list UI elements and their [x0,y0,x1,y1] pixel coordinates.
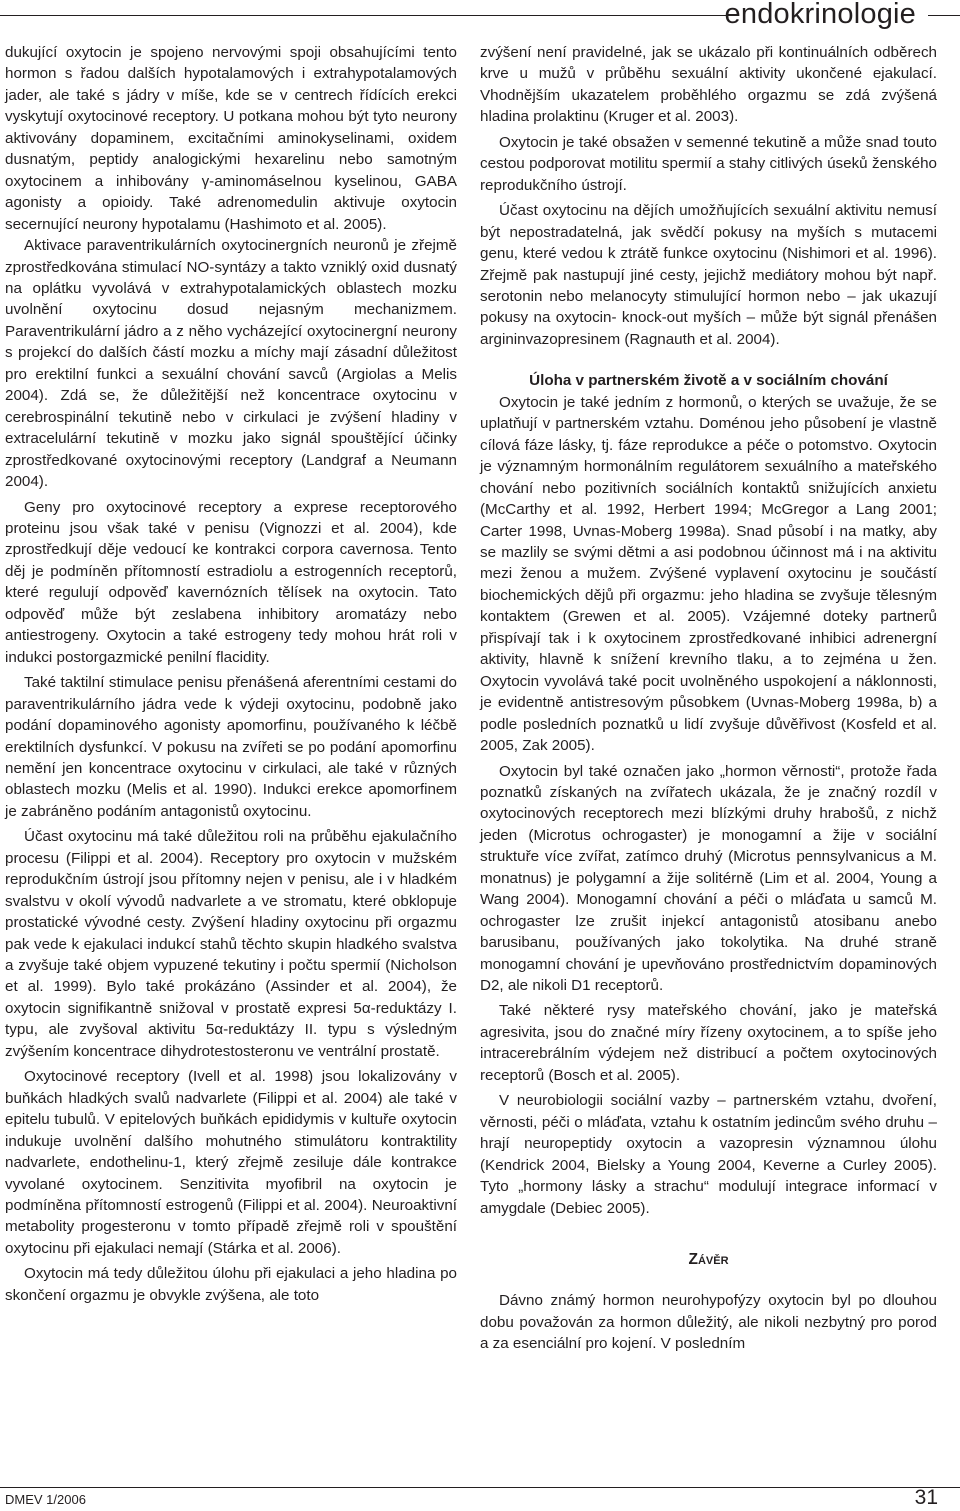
header-rule-right [928,15,960,16]
body-paragraph: zvýšení není pravidelné, jak se ukázalo při kontinuálních odběrech krve u mužů v průběhu sexuální aktivity ukončené ejakulací. Vhodnějším ukazatelem proběhlého orgazmu se zdá zvýšená hladina prolaktinu (Kruger et al. 2003). [480,44,937,126]
body-paragraph: Geny pro oxytocinové receptory a exprese receptorového proteinu jsou však také v penisu (Vignozzi et al. 2004), kde zprostředkují děje vedoucí ke kontrakci corpora cavernosa. Tento děj je podmíněn přítomností estradiolu a estrogenních receptorů, které regulují odpověď kavernózních tělísek na oxytocin. Tato odpověď může být zeslabena inhibitory aromatázy nebo antiestrogeny. Oxytocin a také estrogeny tedy mohou hrát roli v indukci postorgazmické penilní flacidity. [5,498,457,666]
body-paragraph: Oxytocin je také obsažen v semenné tekutině a může snad touto cestou podporovat motilitu spermií a stahy citlivých úseků ženského reprodukčního ústrojí. [480,133,937,194]
body-paragraph: Účast oxytocinu na dějích umožňujících sexuální aktivitu nemusí být nepostradatelná, jak svědčí pokusy na myších s mutacemi genu, které vedou k ztrátě funkce oxytocinu (Nishimori et al. 1996). Zřejmě pak nastupují jiné cesty, jejichž mediátory mohou být např. serotonin nebo melanocyty stimulující hormon nebo – jak ukazují pokusy na oxytocin- knock-out myších – může být signál přenášen argininvazopresinem (Ragnauth et al. 2004). [480,202,937,348]
body-paragraph: Oxytocin je také jedním z hormonů, o kterých se uvažuje, že se uplatňují v partnerském vztahu. Doménou jeho působení je vlastně cílová fáze lásky, tj. fáze reprodukce a péče o potomstvo. Oxytocin je významným hormonálním regulátorem sexuálního a mateřského chování nebo pozitivních sociálních kontaktů snižujících anxietu (McCarthy et al. 1992, Herbert 1994; McGregor a Lang 2001; Carter 1998, Uvnas-Moberg 1998a). Snad působí i na matky, aby se mazlily se svými dětmi a asi podobnou účinnost má i na aktivitu mezi ženou a mužem. Zvýšené vyplavení oxytocinu je součástí biochemických dějů při orgazmu: jeho hladina se zvyšuje tělesným kontaktem (Grewen et al. 2005). Vzájemné doteky partnerů přispívají tak i k oxytocinem zprostředkované inhibici adrenergní aktivity, hlavně k snížení krevního tlaku, a to zejména u žen. Oxytocin vyvolává také pocit uvolněného uspokojení a náklonnosti, je evidentně antistresovým působkem (Uvnas-Moberg 1998a, b) a podle posledních poznatků u lidí zvyšuje důvěřivost (Kosfeld et al. 2005, Zak 2005). [480,393,937,755]
body-paragraph: Oxytocin byl také označen jako „hormon věrnosti“, protože řada poznatků získaných na zvířatech ukázala, že je značný rozdíl v oxytocinových receptorech mezi blízkými druhy hrabošů, z nichž jeden (Microtus ochrogaster) je monogamní a žije v sociální struktuře více zvířat, zatímco druhý (Microtus pennsylvanicus a M. monatnus) je polygamní a žije solitérně (Lim et al. 2004, Young a Wang 2004). Monogamní chování a péči o mláďata u samců M. ochrogaster lze zrušit injekcí antagonistů atosibanu anebo barusibanu, používaných jako tokolytika. Na druhé straně monogamní chování je upevňováno prostřednictvím dopaminových D2, ale nikoli D1 receptorů. [480,762,937,995]
body-paragraph: Oxytocinové receptory (Ivell et al. 1998) jsou lokalizovány v buňkách hladkých svalů nadvarlete (Filippi et al. 2004) ale také v epitelu tubulů. V epitelových buňkách epididymis v kultuře oxytocin indukuje uvolnění dalšího mohutného stimulátoru kontraktility nadvarlete, endothelinu-1, který zřejmě zesiluje dále kontrakce vyvolané oxytocinem. Senzitivita myofibril na oxytocin je podmíněna přítomností estrogenů (Filippi et al. 2004). Neuroaktivní metabolity progesteronu v tomto případě zřejmě roli v spouštění oxytocinu při ejakulaci nemají (Stárka et al. 2006). [5,1068,457,1257]
header-rule [0,15,730,16]
section-heading: Úloha v partnerském životě a v sociálním chování [529,372,888,390]
journal-issue: DMEV 1/2006 [5,1492,86,1507]
body-paragraph: Účast oxytocinu má také důležitou roli na průběhu ejakulačního procesu (Filippi et al. 2004). Receptory pro oxytocin v mužském reprodukčním ústrojí jsou přítomny nejen v penisu, ale i v hladkém svalstvu v okolí vývodů nadvarlete a ve stromatu, které obklopuje prostatické vývodné cesty. Zvýšení hladiny oxytocinu při orgazmu pak vede k ejakulaci indukcí stahů těchto skupin hladkého svalstva a zvyšuje také objem vypuzené tekutiny i počtu spermií (Nicholson et al. 1999). Bylo také prokázáno (Assinder et al. 2004), že oxytocin signifikantně snižoval v prostatě expresi 5α-reduktázy I. typu, ale zvyšoval aktivitu 5α-reduktázy II. typu s výsledným zvýšením koncentrace dihydrotestosteronu ve ventrální prostatě. [5,828,457,1060]
body-paragraph: Také taktilní stimulace penisu přenášená aferentními cestami do paraventrikulárního jádra vede k výdeji oxytocinu, podobně jako podání dopaminového agonisty apomorfinu, používaného k léčbě erektilních dysfunkcí. V pokusu na zvířeti se po podání apomorfinu nemění jen koncentrace oxytocinu v cirkulaci, ale také v různých oblastech mozku (Melis et al. 1990). Indukci erekce apomorfinem je zabráněno podáním antagonistů oxytocinu. [5,674,457,820]
body-paragraph: Dávno známý hormon neurohypofýzy oxytocin byl po dlouhou dobu považován za hormon důležitý, ale nikoli nezbytný pro porod a za esenciální pro kojení. V posledním [480,1292,937,1353]
conclusion-heading: Závěr [688,1251,729,1269]
left-column [5,42,457,1306]
footer-rule [0,1487,960,1488]
body-paragraph: dukující oxytocin je spojeno nervovými spoji obsahujícími tento hormon s řadou dalších hypotalamových i extrahypotalamových jader, ale také s jádry v míše, kde se v centrech řídících erekci vyskytují oxytocinové receptory. U potkana mohou být tyto neurony aktivovány dopaminem, excitačními aminokyselinami, oxidem dusnatým, peptidy analogickými hexarelinu nebo samotným oxytocinem a inhibovány γ-aminomáselnou kyselinou, GABA agonisty a opioidy. Také adrenomedulin aktivuje oxytocin secernující neurony hypotalamu (Hashimoto et al. 2005). [5,44,457,233]
section-title: endokrinologie [724,0,916,30]
right-column [480,42,937,1355]
body-paragraph: Oxytocin má tedy důležitou úlohu při ejakulaci a jeho hladina po skončení orgazmu je obvykle zvýšena, ale toto [5,1265,457,1304]
body-paragraph: V neurobiologii sociální vazby – partnerském vztahu, dvoření, věrnosti, péči o mláďata, vztahu k ostatním jedincům svého druhu – hrají neuropeptidy oxytocin a vazopresin významnou úlohu (Kendrick 2004, Bielsky a Young 2004, Keverne a Curley 2005). Tyto „hormony lásky a strachu“ modulují integrace informací v amygdale (Debiec 2005). [480,1092,937,1217]
page-number: 31 [914,1486,938,1509]
body-paragraph: Také některé rysy mateřského chování, jako je mateřská agresivita, jsou do značné míry řízeny oxytocinem, a to spíše jeho intracerebrálním výdejem než distribucí a počtem oxytocinových receptorů (Bosch et al. 2005). [480,1002,937,1084]
body-paragraph: Aktivace paraventrikulárních oxytocinergních neuronů je zřejmě zprostředkována stimulací NO-syntázy a takto vzniklý oxid dusnatý na oplátku vyvolává v extrahypotalamických oblastech mozku uvolnění oxytocinu dosud nejasným mechanizmem. Paraventrikulární jádro a z něho vycházející oxytocinergní neurony s projekcí do dalších částí mozku a míchy mají zásadní důležitost pro erektilní funkci a sexuální chování savců (Argiolas a Melis 2004). Zdá se, že důležitější než koncentrace oxytocinu v cerebrospinální tekutině nebo v cirkulaci je zvýšení hladiny v extracelulární tekutině v mozku jako signál spouštějící účinky zprostředkované oxytocinovými receptory (Landgraf a Neumann 2004). [5,237,457,491]
